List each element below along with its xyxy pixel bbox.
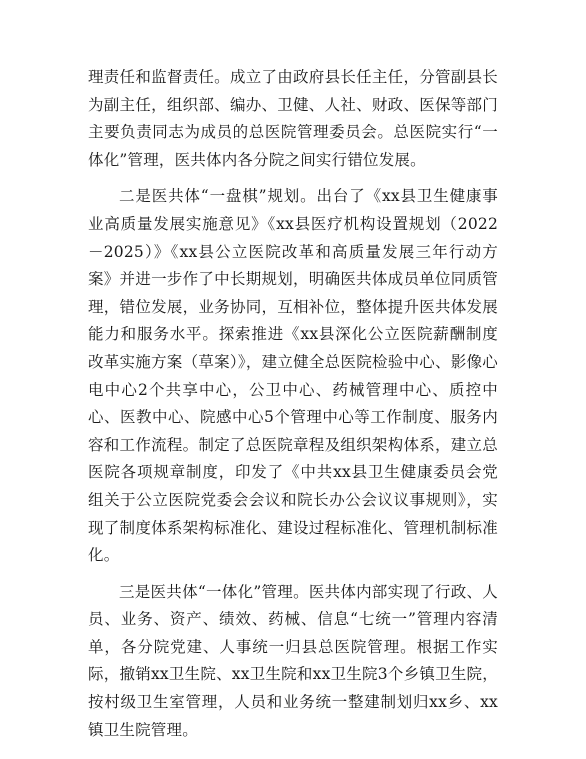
paragraph-2: 二是医共体“一盘棋”规划。出台了《xx县卫生健康事业高质量发展实施意见》《xx县医疗机构设置规划（2022－2025）》《xx县公立医院改革和高质量发展三年行动方案》并进一步作了中长期规划，明确医共体成员单位同质管理，错位发展，业务协同，互相补位，整体提升医共体发展能力和服务水平。探索推进《xx县深化公立医院薪酬制度改革实施方案（草案）》，建立健全总医院检验中心、影像心电中心2个共享中心，公卫中心、药械管理中心、质控中心、医教中心、院感中心5个管理中心等工作制度、服务内容和工作流程。制定了总医院章程及组织架构体系，建立总医院各项规章制度，印发了《中共xx县卫生健康委员会党组关于公立医院党委会会议和院长办公会议议事规则》，实现了制度体系架构标准化、建设过程标准化、管理机制标准化。 (88, 187, 498, 565)
document-body (88, 64, 498, 744)
paragraph-gap (88, 570, 498, 579)
paragraph-1: 理责任和监督责任。成立了由政府县长任主任，分管副县长为副主任，组织部、编办、卫健、人社、财政、医保等部门主要负责同志为成员的总医院管理委员会。总医院实行“一体化”管理，医共体内各分院之间实行错位发展。 (88, 68, 498, 169)
paragraph-gap (88, 174, 498, 183)
paragraph-3: 三是医共体“一体化”管理。医共体内部实现了行政、人员、业务、资产、绩效、药械、信息“七统一”管理内容清单，各分院党建、人事统一归县总医院管理。根据工作实际，撤销xx卫生院、xx卫生院和xx卫生院3个乡镇卫生院，按村级卫生室管理，人员和业务统一整建制划归xx乡、xx镇卫生院管理。 (88, 582, 498, 739)
